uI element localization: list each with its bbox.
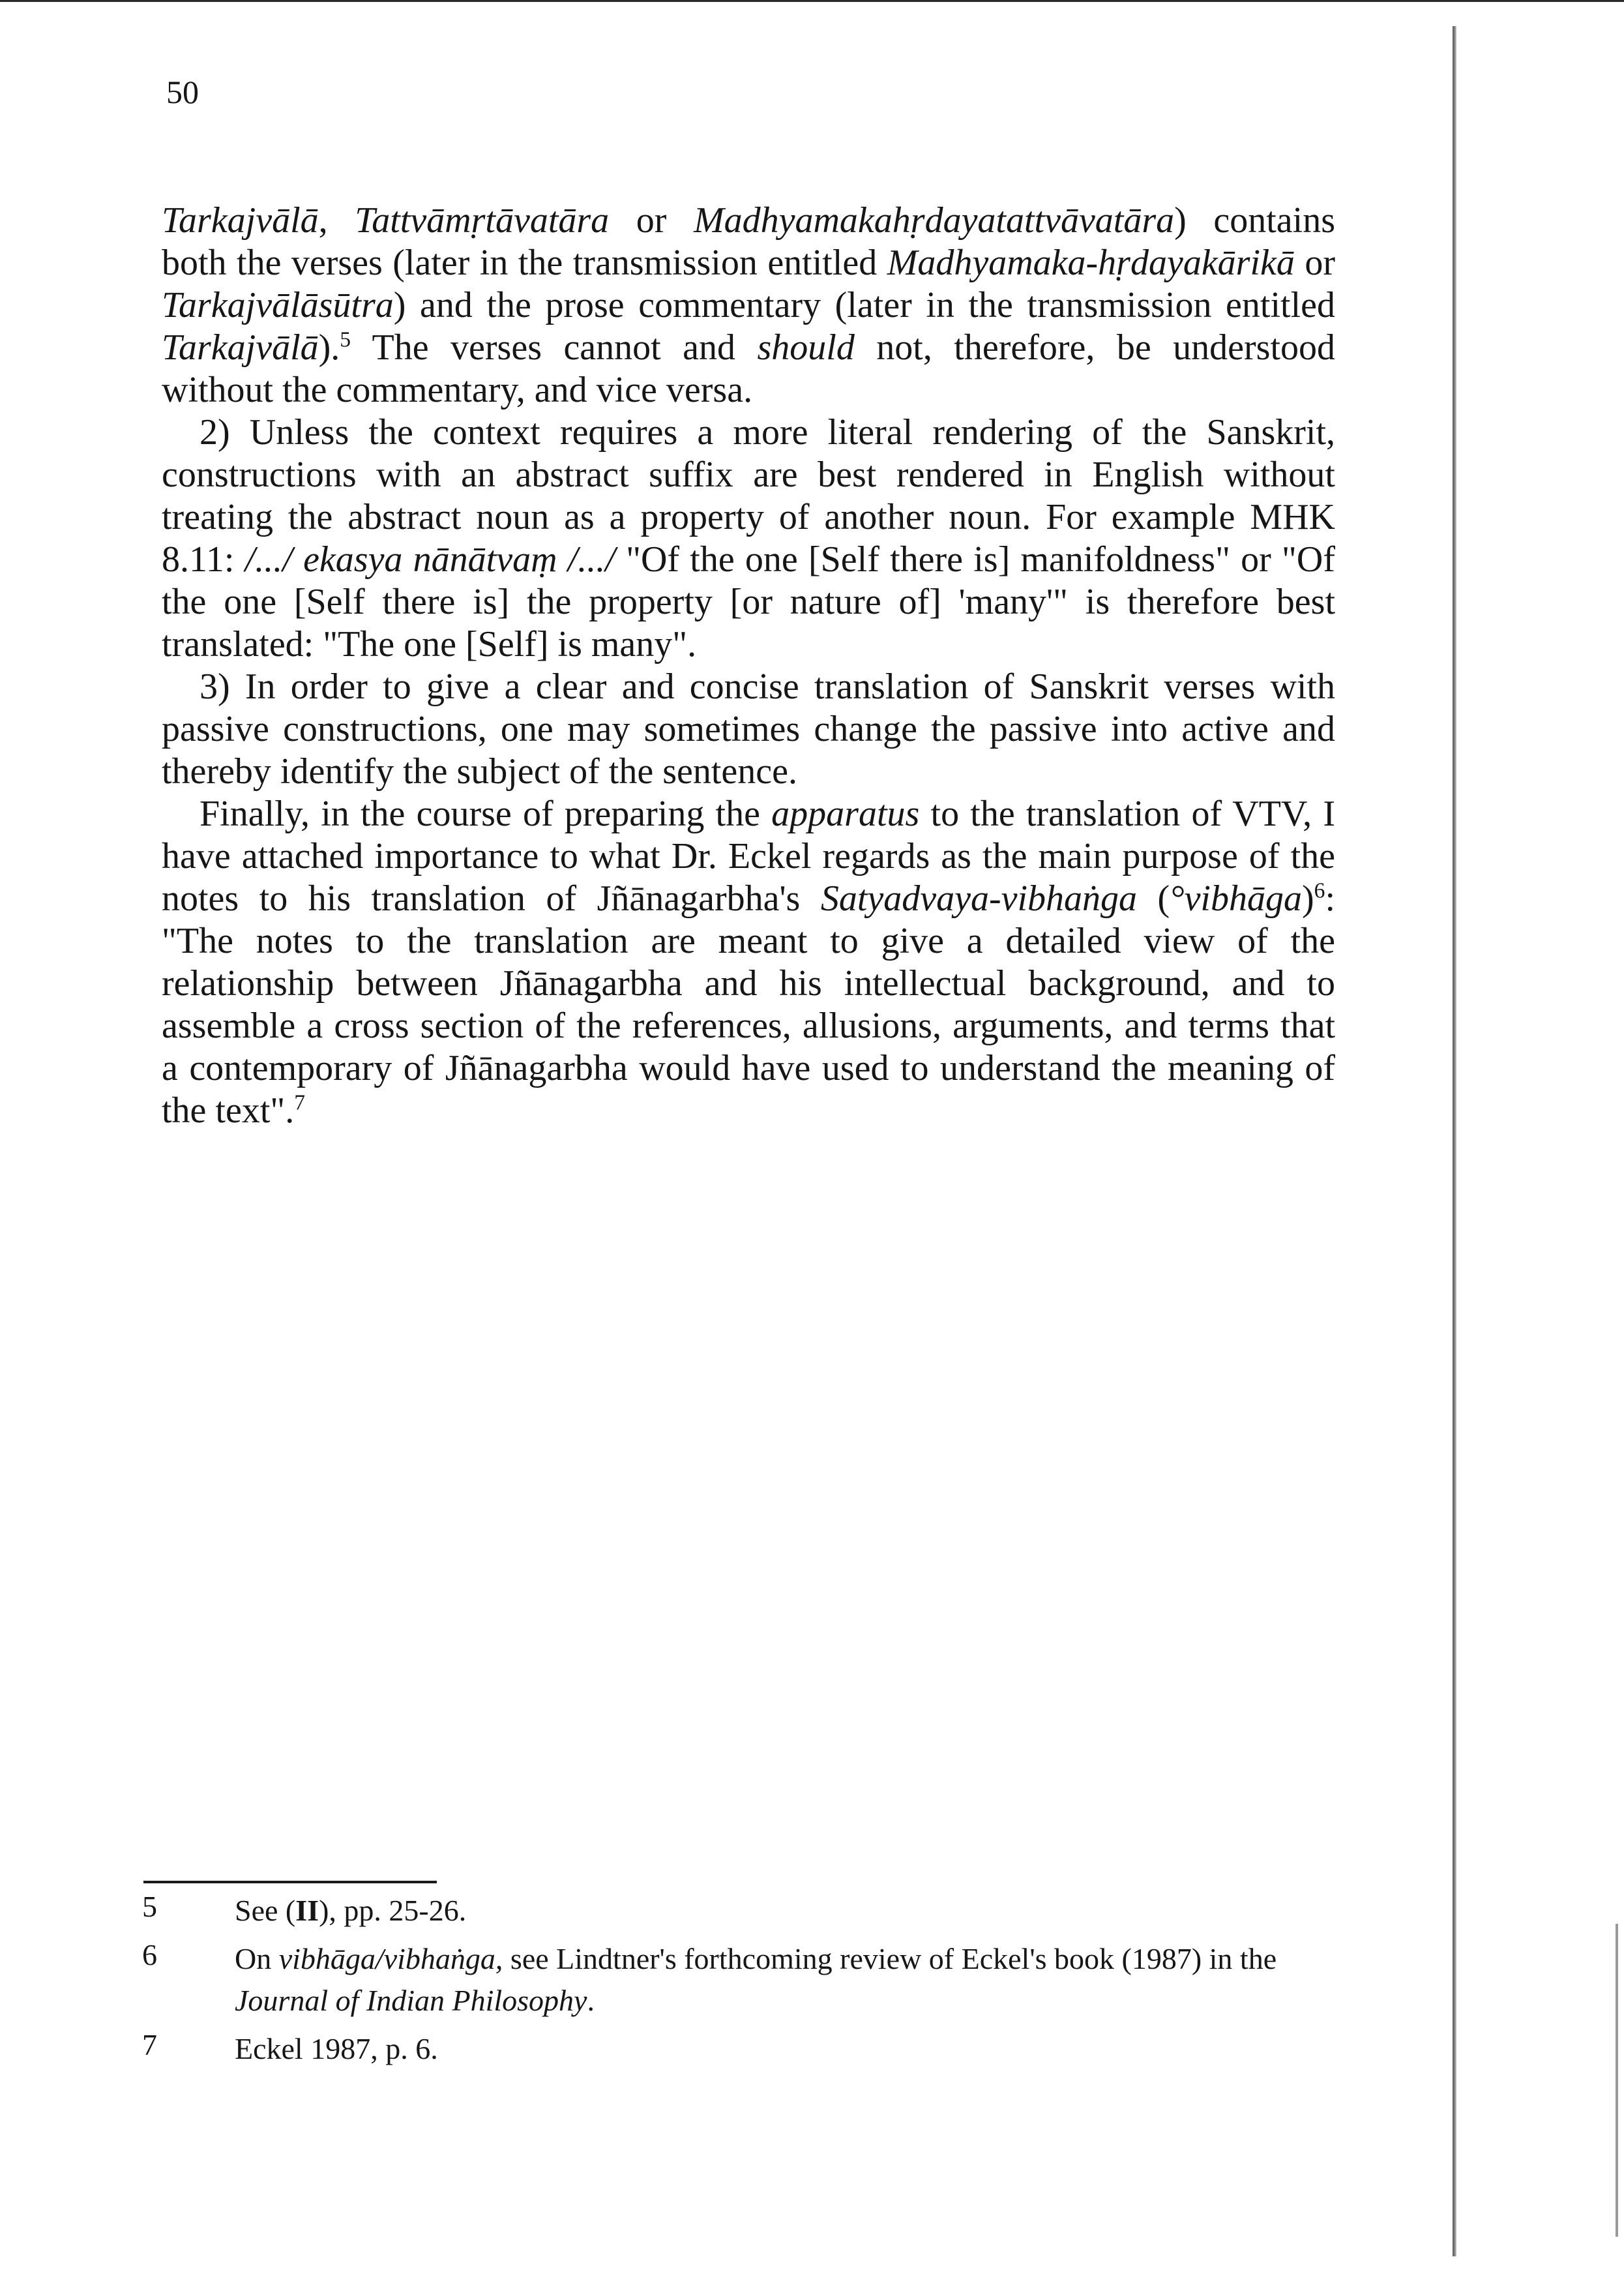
italic-title: Madhyamaka-hṛdayakārikā <box>887 243 1295 283</box>
text-run: "Of the one [Self there is] manifoldness" or "Of the one [Self there is] the property [or nature of] 'many'" is therefore best translated: "The one [Self] is many". <box>162 539 1335 665</box>
footnote-ref-6[interactable]: 6 <box>1314 878 1325 903</box>
footnote-ref-7[interactable]: 7 <box>294 1090 306 1115</box>
italic-emphasis: apparatus <box>771 794 920 834</box>
binding-shadow <box>1453 26 1456 2256</box>
paragraph-2 <box>162 411 1335 666</box>
footnote-6 <box>142 1938 1316 2022</box>
footnote-ref-5[interactable]: 5 <box>340 327 351 352</box>
italic-title: Satyadvaya-vibhaṅga <box>820 878 1138 919</box>
text-run: or <box>609 200 694 241</box>
footnote-number: 5 <box>142 1890 157 1923</box>
text-run: Finally, in the course of preparing the <box>199 794 772 834</box>
italic-title: Tarkajvālā <box>162 327 319 368</box>
italic-title: Journal of Indian Philosophy <box>235 1984 587 2017</box>
footnote-7 <box>142 2028 1316 2070</box>
italic-title: Tarkajvālā <box>162 200 319 241</box>
text-run: ) and the prose commentary (later in the transmission entitled <box>393 285 1335 325</box>
text-run: or <box>1294 243 1335 283</box>
bold-reference: II <box>295 1894 319 1927</box>
text-run: The verses cannot and <box>351 327 758 368</box>
text-run: ), pp. 25-26. <box>319 1894 467 1927</box>
text-run: not, therefore, be understood without the commentary, and vice versa. <box>162 327 1336 410</box>
footnote-5 <box>142 1890 1316 1932</box>
scan-top-border <box>0 0 1624 2</box>
text-run: , <box>318 200 355 241</box>
italic-title: Madhyamakahṛdayatattvāvatāra <box>693 200 1175 241</box>
text-run: See ( <box>235 1894 296 1927</box>
footnotes <box>142 1890 1316 2076</box>
text-run: ) <box>1301 878 1314 919</box>
text-run: . <box>587 1984 595 2017</box>
text-run: : "The notes to the translation are meant to give a detailed view of the relationship between Jñānagarbha and his intellectual background, and to assemble a cross section of the references, allusions, arguments, and terms that a contemporary of Jñānagarbha would have used to understand the meaning of the text". <box>162 878 1335 1131</box>
text-run: 2) Unless the context requires a more literal rendering of the Sanskrit, constructions with an abstract suffix are best rendered in English without treating the abstract noun as a property of another noun. For example MHK 8.11: <box>162 412 1335 580</box>
text-run: see Lindtner's forthcoming review of Eckel's book (1987) in the <box>503 1942 1277 1975</box>
footnote-number: 6 <box>142 1938 157 1971</box>
footnote-separator <box>143 1881 437 1883</box>
italic-title: °vibhāga <box>1170 878 1302 919</box>
paragraph-3 <box>162 666 1335 793</box>
text-run: to the translation of VTV, I have attached importance to what Dr. Eckel regards as the main purpose of the notes to his translation of Jñānagarbha's <box>162 794 1335 919</box>
text-run: 3) In order to give a clear and concise translation of Sanskrit verses with passive constructions, one may sometimes change the passive into active and thereby identify the subject of the sentence. <box>162 666 1335 792</box>
italic-term: vibhāga/vibhaṅga, <box>278 1942 503 1975</box>
text-run: ) contains both the verses (later in the transmission entitled <box>162 200 1335 283</box>
italic-emphasis: should <box>757 327 855 368</box>
italic-title: Tattvāmṛtāvatāra <box>355 200 610 241</box>
paragraph-4 <box>162 793 1335 1132</box>
text-run: Eckel 1987, p. 6. <box>235 2032 438 2065</box>
text-run: On <box>235 1942 279 1975</box>
text-run: ( <box>1137 878 1170 919</box>
italic-quotation: /.../ ekasya nānātvaṃ /.../ <box>244 539 615 580</box>
footnote-number: 7 <box>142 2028 157 2061</box>
text-run: ). <box>318 327 340 368</box>
main-text <box>162 200 1335 1132</box>
paragraph-1 <box>162 200 1335 411</box>
italic-title: Tarkajvālāsūtra <box>162 285 394 325</box>
binding-shadow-lower <box>1616 1924 1618 2237</box>
page-number: 50 <box>166 74 199 110</box>
